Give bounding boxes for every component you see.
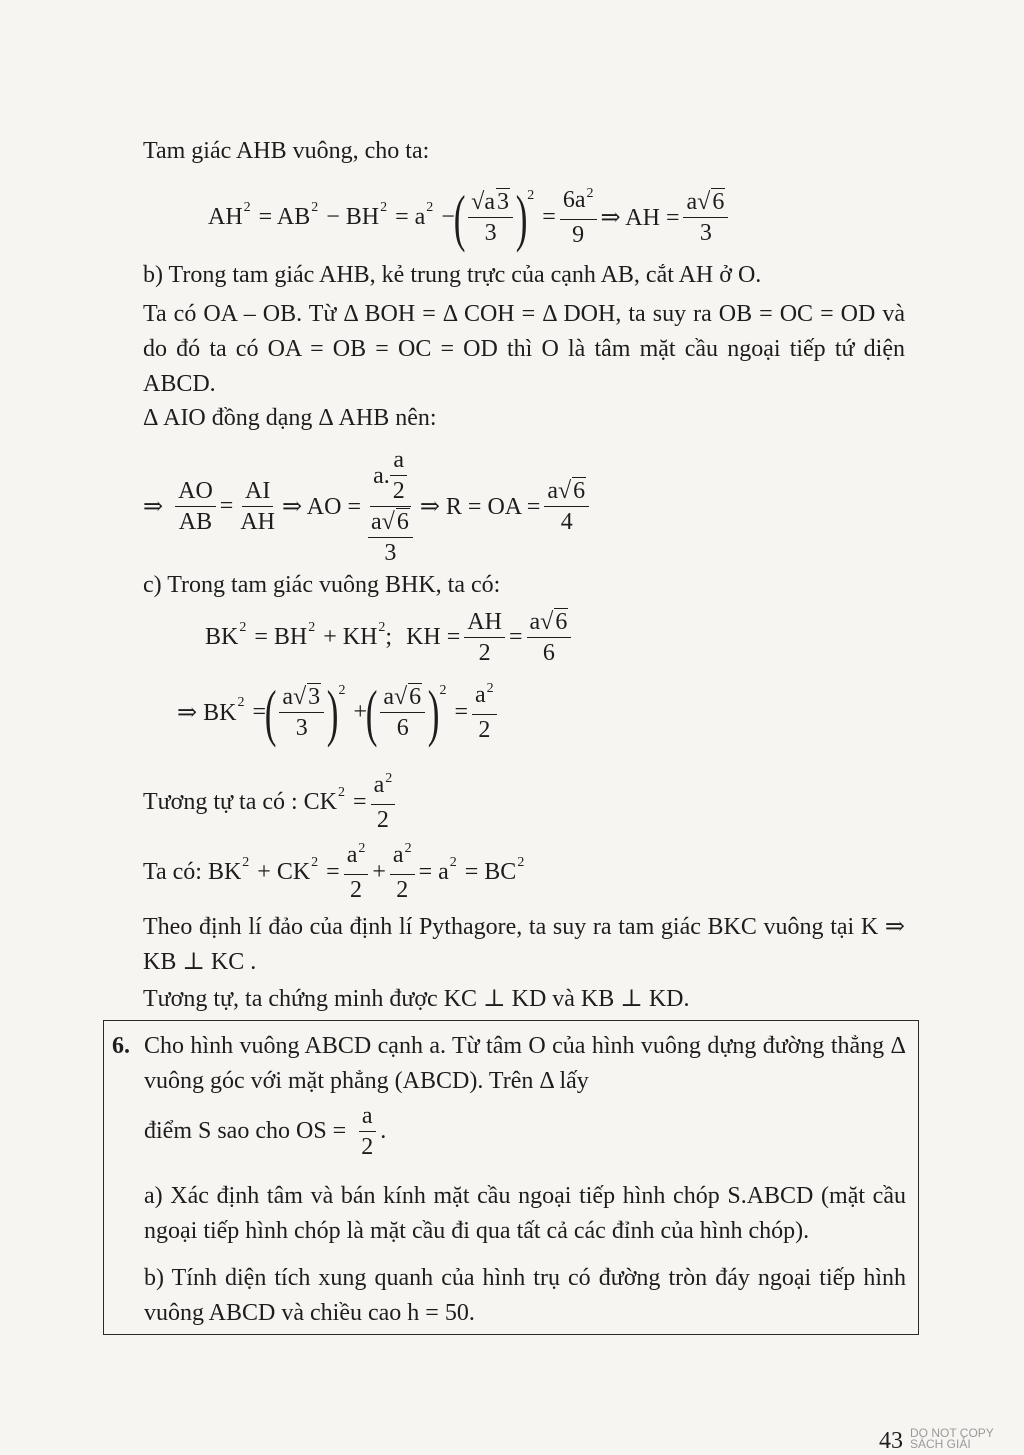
fraction: $\frac{a√6}{6}$ bbox=[527, 607, 572, 668]
eq-term: AH bbox=[208, 204, 243, 230]
exercise-number: 6. bbox=[112, 1033, 130, 1059]
eq-term: − BH bbox=[326, 204, 380, 230]
text-line: c) Trong tam giác vuông BHK, ta có: bbox=[143, 572, 501, 598]
equation-bk: BK 2 = BH 2 + KH 2 ; KH = $\frac{AH}{2}$ = $\frac{a√6}{6}$ bbox=[205, 607, 575, 668]
equation-ah: AH 2 = AB 2 − BH 2 = a 2 − ( $\frac{√a3}{3}$ ) 2 = $\frac{6a^2}{9}$ ⇒ AH = $\frac{a√6}{3}$ bbox=[208, 185, 732, 250]
fraction: $\frac{√a3}{3}$ bbox=[468, 187, 513, 248]
fraction: $\frac{a^2}{2}$ bbox=[371, 770, 396, 835]
fraction: $\frac{a√6}{3}$ bbox=[683, 187, 728, 248]
eq-term: = a bbox=[395, 204, 426, 230]
fraction: $\frac{a√6}{4}$ bbox=[544, 476, 589, 537]
equation-ao: ⇒ $\frac{AO}{AB}$ = $\frac{AI}{AH}$ ⇒ AO = a. $\frac{a}{2}$ $\frac{a√6}{3}$ ⇒ R = OA = $\frac{a√6}{4}$ bbox=[143, 445, 593, 568]
equation-ck: Tương tự ta có : CK 2 = $\frac{a^2}{2}$ bbox=[143, 770, 399, 835]
fraction: $\frac{a^2}{2}$ bbox=[344, 840, 369, 905]
fraction: $\frac{AH}{2}$ bbox=[464, 607, 505, 668]
eq-exponent: 2 bbox=[426, 199, 434, 215]
page-number: 43 bbox=[879, 1428, 903, 1454]
fraction: $\frac{a√3}{3}$ bbox=[279, 682, 324, 743]
watermark: DO NOT COPY SÁCH GIẢI bbox=[910, 1426, 994, 1451]
exercise-condition: điểm S sao cho OS = $\frac{a}{2}$ . bbox=[144, 1103, 387, 1160]
eq-exponent: 2 bbox=[311, 199, 319, 215]
eq-exponent: 2 bbox=[527, 187, 535, 203]
eq-term: ⇒ AH = bbox=[600, 205, 680, 231]
fraction: $\frac{a^2}{2}$ bbox=[390, 840, 415, 905]
text-line: Tam giác AHB vuông, cho ta: bbox=[143, 138, 430, 164]
paragraph: Theo định lí đảo của định lí Pythagore, ta suy ra tam giác BKC vuông tại K ⇒ KB ⊥ KC . bbox=[143, 914, 905, 975]
fraction: $\frac{a√6}{6}$ bbox=[380, 682, 425, 743]
exercise-part-a: a) Xác định tâm và bán kính mặt cầu ngoại tiếp hình chóp S.ABCD (mặt cầu ngoại tiếp hình chóp là mặt cầu đi qua tất cả các đỉnh của hình chóp). bbox=[144, 1183, 906, 1244]
exercise-box bbox=[103, 1020, 919, 1335]
eq-exponent: 2 bbox=[243, 199, 251, 215]
eq-exponent: 2 bbox=[380, 199, 388, 215]
paragraph: Ta có OA – OB. Từ Δ BOH = Δ COH = Δ DOH, ta suy ra OB = OC = OD và do đó ta có OA = OB = OC = OD thì O là tâm mặt cầu ngoại tiếp tứ diện ABCD. bbox=[143, 301, 905, 397]
fraction: $\frac{a^2}{2}$ bbox=[472, 680, 497, 745]
fraction: $\frac{AI}{AH}$ bbox=[240, 478, 275, 535]
text-line: Δ AIO đồng dạng Δ AHB nên: bbox=[143, 405, 437, 431]
eq-term: − bbox=[441, 204, 455, 230]
text-line: b) Trong tam giác AHB, kẻ trung trực của cạnh AB, cắt AH ở O. bbox=[143, 262, 762, 288]
equation-sum: Ta có: BK 2 + CK 2 = $\frac{a^2}{2}$ + $\frac{a^2}{2}$ = a 2 = BC 2 bbox=[143, 841, 525, 903]
compound-fraction: a. $\frac{a}{2}$ $\frac{a√6}{3}$ bbox=[365, 445, 416, 568]
exercise-statement: Cho hình vuông ABCD cạnh a. Từ tâm O của hình vuông dựng đường thẳng Δ vuông góc với mặt phẳng (ABCD). Trên Δ lấy bbox=[144, 1033, 906, 1094]
fraction: $\frac{6a^2}{9}$ bbox=[560, 185, 597, 250]
fraction: $\frac{a}{2}$ bbox=[358, 1101, 376, 1162]
exercise-part-b: b) Tính diện tích xung quanh của hình trụ có đường tròn đáy ngoại tiếp hình vuông ABCD và chiều cao h = 50. bbox=[144, 1265, 906, 1326]
equation-bk2: ⇒ BK 2 = ( $\frac{a√3}{3}$ ) 2 + ( $\frac{a√6}{6}$ ) 2 = $\frac{a^2}{2}$ bbox=[177, 680, 501, 745]
text-line: Tương tự, ta chứng minh được KC ⊥ KD và KB ⊥ KD. bbox=[143, 986, 690, 1012]
eq-term: = AB bbox=[258, 204, 311, 230]
fraction: $\frac{AO}{AB}$ bbox=[175, 476, 216, 537]
